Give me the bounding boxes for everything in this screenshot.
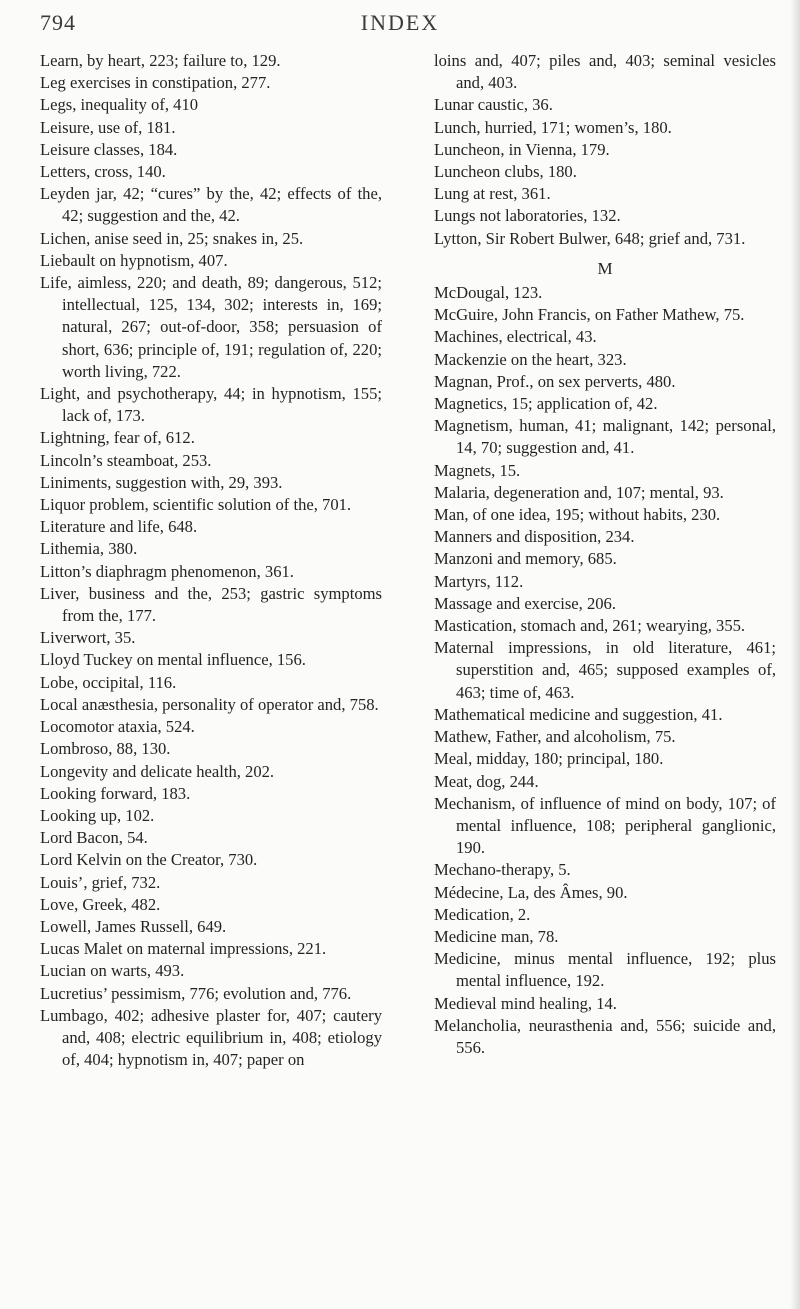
page-number: 794 — [40, 10, 76, 35]
index-entry: Leisure, use of, 181. — [40, 117, 176, 137]
index-entry: Legs, inequality of, 410 — [40, 95, 199, 115]
index-entry: Lungs not laboratories, 132. — [434, 206, 621, 226]
index-entry: Lunch, hurried, 171; women’s, 180. — [434, 117, 672, 137]
index-entry: Mathematical medicine and suggestion, 41. — [434, 704, 723, 724]
index-entry: Martyrs, 112. — [434, 571, 524, 591]
index-entry: Maternal impressions, in old literature, 461; superstition and, 465; supposed examples of, 463; time of, 463. — [434, 638, 776, 702]
index-entry: Machines, electrical, 43. — [434, 327, 597, 347]
index-column-right — [434, 50, 776, 1059]
index-entry: Manzoni and memory, 685. — [434, 549, 617, 569]
index-entry: Melancholia, neurasthenia and, 556; suicide and, 556. — [434, 1015, 776, 1057]
index-entry: Liebault on hypnotism, 407. — [40, 250, 228, 270]
index-entry: Lloyd Tuckey on mental influence, 156. — [40, 650, 306, 670]
index-entry: Lucretius’ pessimism, 776; evolution and, 776. — [40, 983, 352, 1003]
index-entry: Médecine, La, des Âmes, 90. — [434, 882, 628, 902]
index-entry: Lithemia, 380. — [40, 539, 138, 559]
index-entry: Learn, by heart, 223; failure to, 129. — [40, 51, 281, 70]
index-entry: Lobe, occipital, 116. — [40, 672, 177, 692]
section-letter-heading: M — [597, 258, 613, 278]
index-entry: Liquor problem, scientific solution of the, 701. — [40, 495, 352, 515]
index-entry: Longevity and delicate health, 202. — [40, 761, 275, 781]
index-entry: Massage and exercise, 206. — [434, 593, 617, 613]
index-column-left — [40, 50, 382, 1071]
index-entry: Litton’s diaphragm phenomenon, 361. — [40, 561, 294, 581]
index-entry: Lowell, James Russell, 649. — [40, 916, 227, 936]
index-entry: McGuire, John Francis, on Father Mathew, 75. — [434, 305, 745, 325]
index-entry: Lucian on warts, 493. — [40, 961, 185, 981]
index-entry: McDougal, 123. — [434, 283, 543, 303]
index-entry: Man, of one idea, 195; without habits, 230. — [434, 505, 721, 525]
index-entry: Medication, 2. — [434, 904, 531, 924]
index-entry: Liverwort, 35. — [40, 628, 136, 648]
index-entry: Literature and life, 648. — [40, 517, 198, 537]
index-entry: Luncheon, in Vienna, 179. — [434, 139, 610, 159]
index-entry: Locomotor ataxia, 524. — [40, 717, 195, 737]
index-entry: Lung at rest, 361. — [434, 184, 551, 204]
index-entry: Medieval mind healing, 14. — [434, 993, 617, 1013]
index-entry: Lucas Malet on maternal impressions, 221. — [40, 939, 327, 959]
index-entry: Liver, business and the, 253; gastric symptoms from the, 177. — [40, 583, 382, 626]
index-entry: Lightning, fear of, 612. — [40, 428, 195, 448]
index-entry: Lombroso, 88, 130. — [40, 739, 171, 759]
index-entry: Magnan, Prof., on sex perverts, 480. — [434, 371, 676, 391]
index-entry: Leyden jar, 42; “cures” by the, 42; effects of the, 42; suggestion and the, 42. — [40, 184, 382, 226]
index-entry: Leisure classes, 184. — [40, 139, 178, 159]
index-entry: Lichen, anise seed in, 25; snakes in, 25. — [40, 228, 304, 248]
index-entry: Lytton, Sir Robert Bulwer, 648; grief and, 731. — [434, 228, 746, 248]
index-entry: Letters, cross, 140. — [40, 162, 166, 182]
index-entry: Life, aimless, 220; and death, 89; dangerous, 512; intellectual, 125, 134, 302; interests in, 169; natural, 267; out-of-door, 358; persuasion of short, 636; principle of, 191; regulation of, 220; worth living, 722. — [40, 273, 382, 381]
index-entry: Meal, midday, 180; principal, 180. — [434, 749, 664, 769]
index-entry: Malaria, degeneration and, 107; mental, 93. — [434, 482, 724, 502]
index-entry: Magnets, 15. — [434, 460, 521, 480]
page-edge-shadow — [790, 0, 800, 1309]
index-entry: Magnetism, human, 41; malignant, 142; personal, 14, 70; suggestion and, 41. — [434, 416, 776, 458]
index-entry: Mastication, stomach and, 261; wearying, 355. — [434, 616, 746, 636]
index-entry: Lord Bacon, 54. — [40, 828, 148, 848]
index-entry: Lord Kelvin on the Creator, 730. — [40, 850, 258, 870]
index-entry: Mathew, Father, and alcoholism, 75. — [434, 727, 676, 747]
index-entry: Local anæsthesia, personality of operator and, 758. — [40, 694, 379, 714]
index-entry: Mechanism, of influence of mind on body, 107; of mental influence, 108; peripheral ganglionic, 190. — [434, 793, 776, 858]
index-entry: loins and, 407; piles and, 403; seminal vesicles and, 403. — [434, 51, 776, 93]
index-entry: Liniments, suggestion with, 29, 393. — [40, 472, 283, 492]
index-entry: Manners and disposition, 234. — [434, 527, 635, 547]
index-entry: Mechano-therapy, 5. — [434, 860, 571, 880]
index-entry: Mackenzie on the heart, 323. — [434, 349, 627, 369]
index-entry: Louis’, grief, 732. — [40, 872, 161, 892]
index-entry: Lincoln’s steamboat, 253. — [40, 450, 212, 470]
index-entry: Looking up, 102. — [40, 805, 155, 825]
index-entry: Magnetics, 15; application of, 42. — [434, 394, 658, 414]
index-entry: Leg exercises in constipation, 277. — [40, 73, 271, 93]
index-entry: Looking forward, 183. — [40, 783, 191, 803]
index-entry: Medicine man, 78. — [434, 926, 559, 946]
index-entry: Light, and psychotherapy, 44; in hypnotism, 155; lack of, 173. — [40, 384, 382, 426]
index-entry: Meat, dog, 244. — [434, 771, 539, 791]
index-entry: Lunar caustic, 36. — [434, 95, 553, 115]
index-entry: Love, Greek, 482. — [40, 894, 161, 914]
running-head: INDEX — [360, 10, 440, 35]
index-entry: Lumbago, 402; adhesive plaster for, 407; cautery and, 408; electric equilibrium in, 408; etiology of, 404; hypnotism in, 407; paper on — [40, 1005, 382, 1070]
index-entry: Medicine, minus mental influence, 192; plus mental influence, 192. — [434, 949, 776, 991]
index-entry: Luncheon clubs, 180. — [434, 162, 577, 182]
page-header — [0, 4, 800, 44]
